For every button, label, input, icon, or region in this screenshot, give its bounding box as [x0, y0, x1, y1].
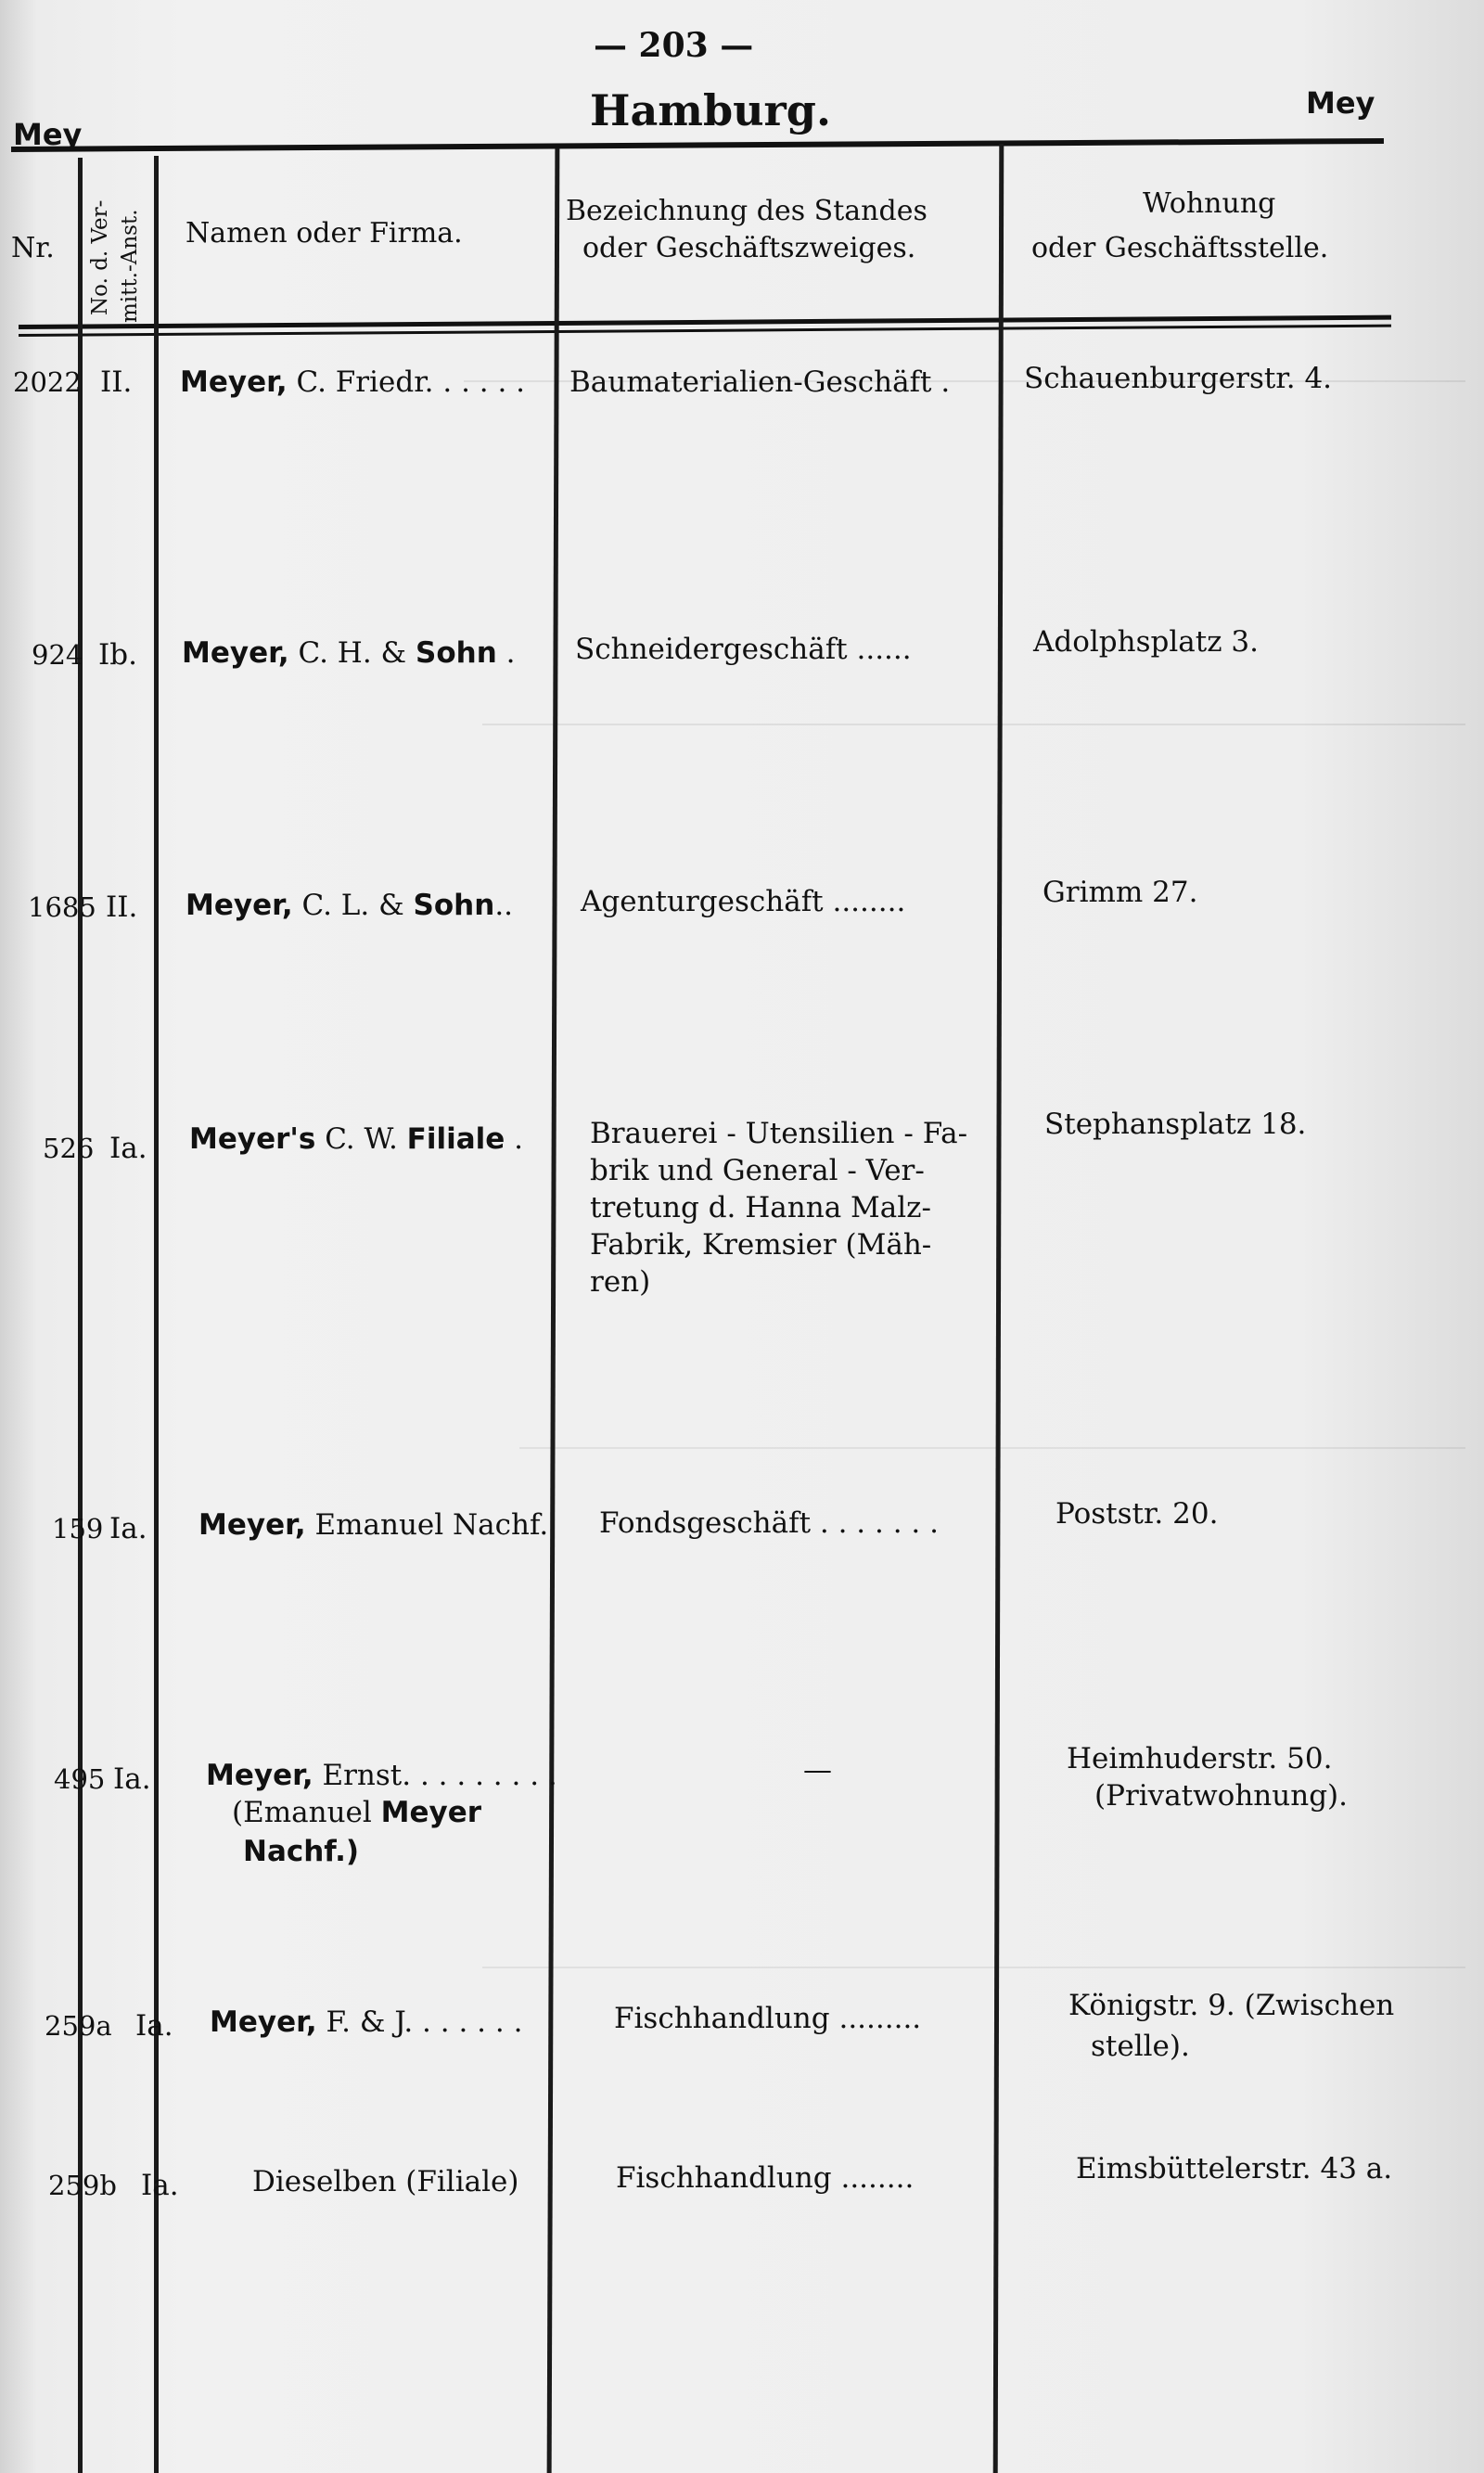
- entry-address: Schauenburgerstr. 4.: [1024, 362, 1333, 395]
- entry-address: Stephansplatz 18.: [1044, 1108, 1307, 1141]
- entry-name: Meyer, Ernst. . . . . . . . .: [206, 1759, 557, 1792]
- entry-name: Dieselben (Filiale): [252, 2165, 519, 2198]
- entry-name: Meyer, F. & J. . . . . . .: [210, 2005, 523, 2039]
- entry-trade: Schneidergeschäft ......: [575, 633, 912, 666]
- entry-nr: 259b: [48, 2170, 117, 2201]
- entry-address-line: (Privatwohnung).: [1094, 1779, 1348, 1813]
- entry-trade-line: Fabrik, Kremsier (Mäh-: [590, 1228, 932, 1262]
- entry-name: Meyer, C. L. & Sohn..: [186, 889, 514, 922]
- entry-nr: 924: [32, 639, 83, 671]
- entry-anst: Ib.: [98, 638, 137, 672]
- header-nr: Nr.: [11, 232, 55, 264]
- column-rule-4: [993, 144, 1004, 2473]
- column-rule-3: [547, 148, 560, 2473]
- entry-trade: Fischhandlung .........: [614, 2002, 922, 2035]
- entry-anst: Ia.: [135, 2009, 173, 2043]
- entry-trade: Fondsgeschäft . . . . . . .: [599, 1506, 939, 1540]
- page-number: — 203 —: [594, 26, 754, 65]
- running-head-right: Mey: [1306, 85, 1375, 121]
- entry-trade: Fischhandlung ........: [616, 2161, 915, 2195]
- entry-anst: Ia.: [109, 1512, 147, 1545]
- entry-anst: Ia.: [109, 1132, 147, 1165]
- header-address-line1: Wohnung: [1143, 187, 1276, 220]
- entry-nr: 159: [52, 1513, 104, 1544]
- entry-name: Meyer, C. H. & Sohn .: [182, 636, 516, 670]
- entry-anst: Ia.: [141, 2169, 179, 2202]
- entry-trade-line: Brauerei - Utensilien - Fa-: [590, 1117, 968, 1150]
- entry-trade-line: brik und General - Ver-: [590, 1154, 925, 1187]
- entry-nr: 526: [43, 1133, 95, 1164]
- column-rule-2: [154, 156, 159, 2473]
- entry-anst: II.: [100, 365, 133, 399]
- entry-address-line: stelle).: [1091, 2030, 1190, 2063]
- entry-trade: Agenturgeschäft ........: [581, 885, 906, 918]
- top-rule: [11, 138, 1384, 152]
- header-trade-line2: oder Geschäftszweiges.: [582, 232, 916, 264]
- header-anst-line2: mitt.-Anst.: [118, 209, 142, 323]
- header-trade-line1: Bezeichnung des Standes: [566, 195, 928, 227]
- entry-nr: 495: [54, 1763, 106, 1795]
- entry-address: Adolphsplatz 3.: [1033, 625, 1259, 659]
- column-rule-1: [78, 158, 83, 2473]
- entry-trade-line: tretung d. Hanna Malz-: [590, 1191, 931, 1224]
- entry-anst: Ia.: [113, 1762, 151, 1796]
- entry-address: Grimm 27.: [1043, 876, 1198, 909]
- entry-name-line2: (Emanuel Meyer: [232, 1796, 482, 1829]
- entry-nr: 259a: [45, 2010, 112, 2042]
- header-name: Namen oder Firma.: [186, 217, 463, 250]
- entry-address: Poststr. 20.: [1055, 1497, 1219, 1531]
- entry-name: Meyer, Emanuel Nachf.: [198, 1508, 549, 1542]
- entry-name: Meyer's C. W. Filiale .: [189, 1122, 524, 1156]
- entry-nr: 1685: [28, 891, 96, 923]
- entry-address: Eimsbüttelerstr. 43 a.: [1076, 2152, 1393, 2185]
- entry-trade: —: [803, 1753, 832, 1787]
- entry-anst: II.: [106, 891, 138, 924]
- running-head-left: Mey: [13, 117, 83, 152]
- entry-address-line: Königstr. 9. (Zwischen: [1068, 1989, 1395, 2022]
- city-heading: Hamburg.: [590, 85, 831, 135]
- entry-name-line3: Nachf.): [243, 1835, 360, 1868]
- entry-trade: Baumaterialien-Geschäft .: [569, 365, 951, 399]
- entry-name: Meyer, C. Friedr. . . . . .: [180, 365, 526, 399]
- header-address-line2: oder Geschäftsstelle.: [1031, 232, 1329, 264]
- entry-address-line: Heimhuderstr. 50.: [1067, 1742, 1333, 1775]
- entry-trade-line: ren): [590, 1265, 651, 1299]
- header-anst-line1: No. d. Ver-: [88, 199, 112, 315]
- entry-nr: 2022: [13, 366, 82, 398]
